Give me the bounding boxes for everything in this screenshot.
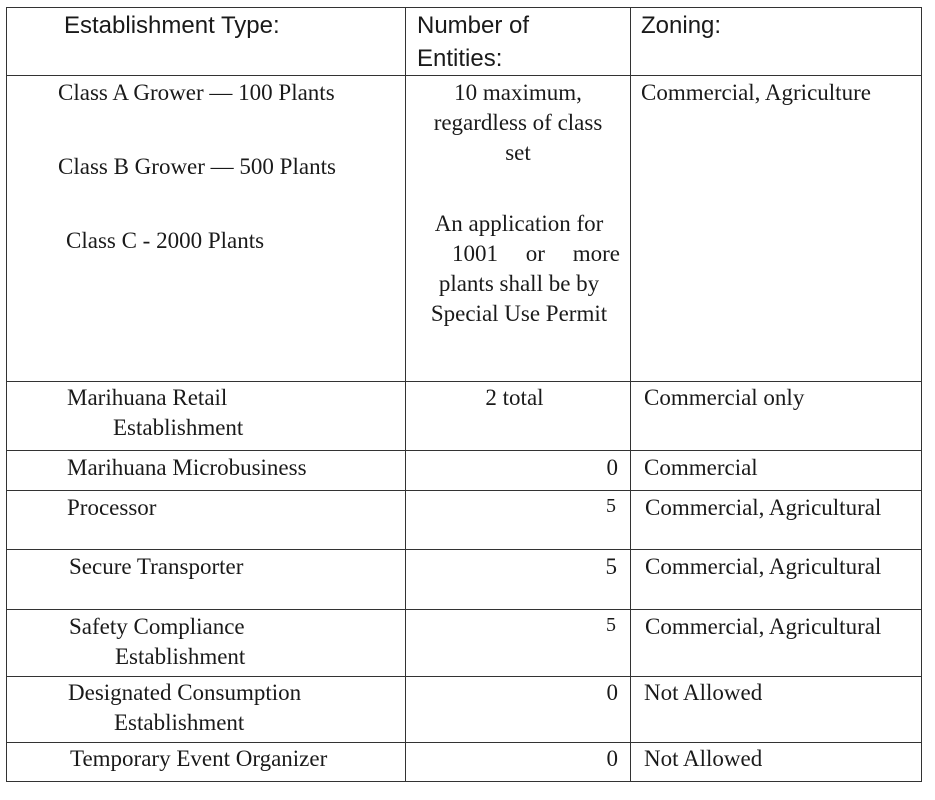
- column-header-number-of-entities: [417, 9, 529, 75]
- grower-entities-line: set: [505, 140, 531, 165]
- table-row-entities: 5: [605, 554, 617, 579]
- grower-note-line: Special Use Permit: [430, 301, 608, 326]
- grower-note-line: 1001 or more: [452, 241, 620, 266]
- table-row-entities: 0: [606, 455, 618, 480]
- header-divider: [6, 75, 921, 76]
- table-row-entities: 5: [606, 614, 616, 636]
- table-row-zoning: Commercial, Agricultural: [645, 495, 882, 520]
- table-top-border: [6, 7, 921, 8]
- grower-class-c: Class C - 2000 Plants: [66, 228, 265, 253]
- grower-note-line: plants shall be by: [438, 271, 600, 296]
- column-header-zoning: Zoning:: [641, 12, 722, 39]
- grower-entities-limit: [406, 78, 630, 168]
- row-divider: [6, 381, 921, 382]
- table-row-zoning: Not Allowed: [644, 680, 763, 705]
- table-row-type: Processor: [67, 495, 157, 520]
- grower-entities-line: regardless of class: [433, 110, 603, 135]
- row-divider: [6, 549, 921, 550]
- table-row-type: [69, 612, 245, 672]
- table-row-zoning: Commercial, Agricultural: [645, 614, 882, 639]
- column-header-establishment-type: Establishment Type:: [64, 12, 280, 39]
- type-line: Marihuana Retail: [67, 385, 228, 410]
- column-divider: [630, 7, 631, 782]
- grower-special-use-note: [418, 209, 620, 329]
- table-row-type: Marihuana Microbusiness: [67, 455, 307, 480]
- table-bottom-border: [6, 781, 921, 782]
- header-line: Number of: [417, 12, 530, 39]
- type-line: Establishment: [114, 710, 245, 735]
- table-row-zoning: Commercial only: [644, 385, 805, 410]
- row-divider: [6, 450, 921, 451]
- table-right-border: [921, 7, 922, 782]
- grower-note-line: An application for: [434, 211, 604, 236]
- table-left-border: [6, 7, 7, 782]
- table-row-type: [67, 383, 243, 443]
- type-line: Establishment: [113, 415, 244, 440]
- type-line: Safety Compliance: [69, 614, 245, 639]
- grower-zoning: Commercial, Agriculture: [641, 80, 871, 105]
- table-row-entities: 2 total: [485, 385, 544, 410]
- table-row-zoning: Not Allowed: [644, 746, 763, 771]
- header-line: Entities:: [417, 45, 503, 72]
- grower-class-a: Class A Grower — 100 Plants: [58, 80, 335, 105]
- type-line: Designated Consumption: [68, 680, 302, 705]
- table-row-entities: 0: [606, 680, 618, 705]
- table-row-type: [68, 678, 301, 738]
- table-row-type: Secure Transporter: [69, 554, 244, 579]
- grower-class-b: Class B Grower — 500 Plants: [58, 154, 336, 179]
- type-line: Establishment: [115, 644, 246, 669]
- row-divider: [6, 742, 921, 743]
- row-divider: [6, 676, 921, 677]
- table-row-zoning: Commercial, Agricultural: [645, 554, 882, 579]
- table-row-entities: 5: [606, 495, 616, 517]
- table-row-zoning: Commercial: [644, 455, 758, 480]
- grower-entities-line: 10 maximum,: [454, 80, 582, 105]
- table-row-type: Temporary Event Organizer: [70, 746, 328, 771]
- table-row-entities: 0: [606, 746, 618, 771]
